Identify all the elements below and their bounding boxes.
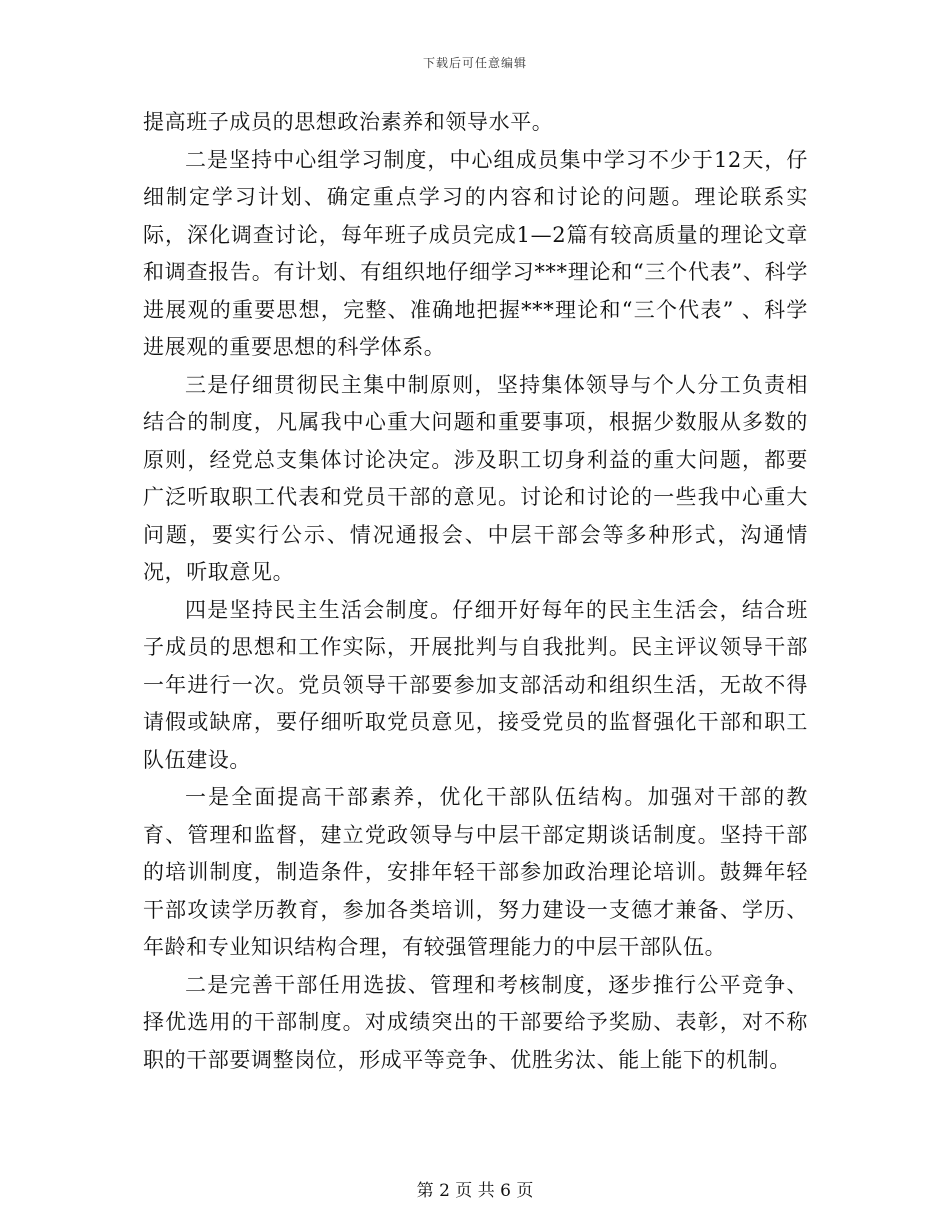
document-body <box>143 104 808 1079</box>
paragraph-cadre-selection: 二是完善干部任用选拔、管理和考核制度，逐步推行公平竞争、择优选用的干部制度。对成绩突出的干部要给予奖励、表彰，对不称职的干部要调整岗位，形成平等竞争、优胜劣汰、能上能下的机制。 <box>143 972 808 1072</box>
page-number: 第 2 页 共 6 页 <box>416 1181 534 1201</box>
page-header-note: 下载后可任意编辑 <box>422 56 527 70</box>
paragraph-democratic-centralism: 三是仔细贯彻民主集中制原则，坚持集体领导与个人分工负责相结合的制度，凡属我中心重大问题和重要事项，根据少数服从多数的原则，经党总支集体讨论决定。涉及职工切身利益的重大问题，都要广泛听取职工代表和党员干部的意见。讨论和讨论的一些我中心重大问题，要实行公示、情况通报会、中层干部会等多种形式，沟通情况，听取意见。 <box>143 372 808 584</box>
paragraph-cadre-quality: 一是全面提高干部素养，优化干部队伍结构。加强对干部的教育、管理和监督，建立党政领导与中层干部定期谈话制度。坚持干部的培训制度，制造条件，安排年轻干部参加政治理论培训。鼓舞年轻干部攻读学历教育，参加各类培训，努力建设一支德才兼备、学历、年龄和专业知识结构合理，有较强管理能力的中层干部队伍。 <box>143 785 808 959</box>
paragraph-continued: 提高班子成员的思想政治素养和领导水平。 <box>143 110 554 134</box>
paragraph-study-system: 二是坚持中心组学习制度，中心组成员集中学习不少于12天，仔细制定学习计划、确定重点学习的内容和讨论的问题。理论联系实际，深化调查讨论，每年班子成员完成1—2篇有较高质量的理论文章和调查报告。有计划、有组织地仔细学习***理论和“三个代表”、科学进展观的重要思想，完整、准确地把握***理论和“三个代表” 、科学进展观的重要思想的科学体系。 <box>143 147 808 359</box>
paragraph-democratic-life-meeting: 四是坚持民主生活会制度。仔细开好每年的民主生活会，结合班子成员的思想和工作实际，开展批判与自我批判。民主评议领导干部一年进行一次。党员领导干部要参加支部活动和组织生活，无故不得请假或缺席，要仔细听取党员意见，接受党员的监督强化干部和职工队伍建设。 <box>143 597 808 772</box>
